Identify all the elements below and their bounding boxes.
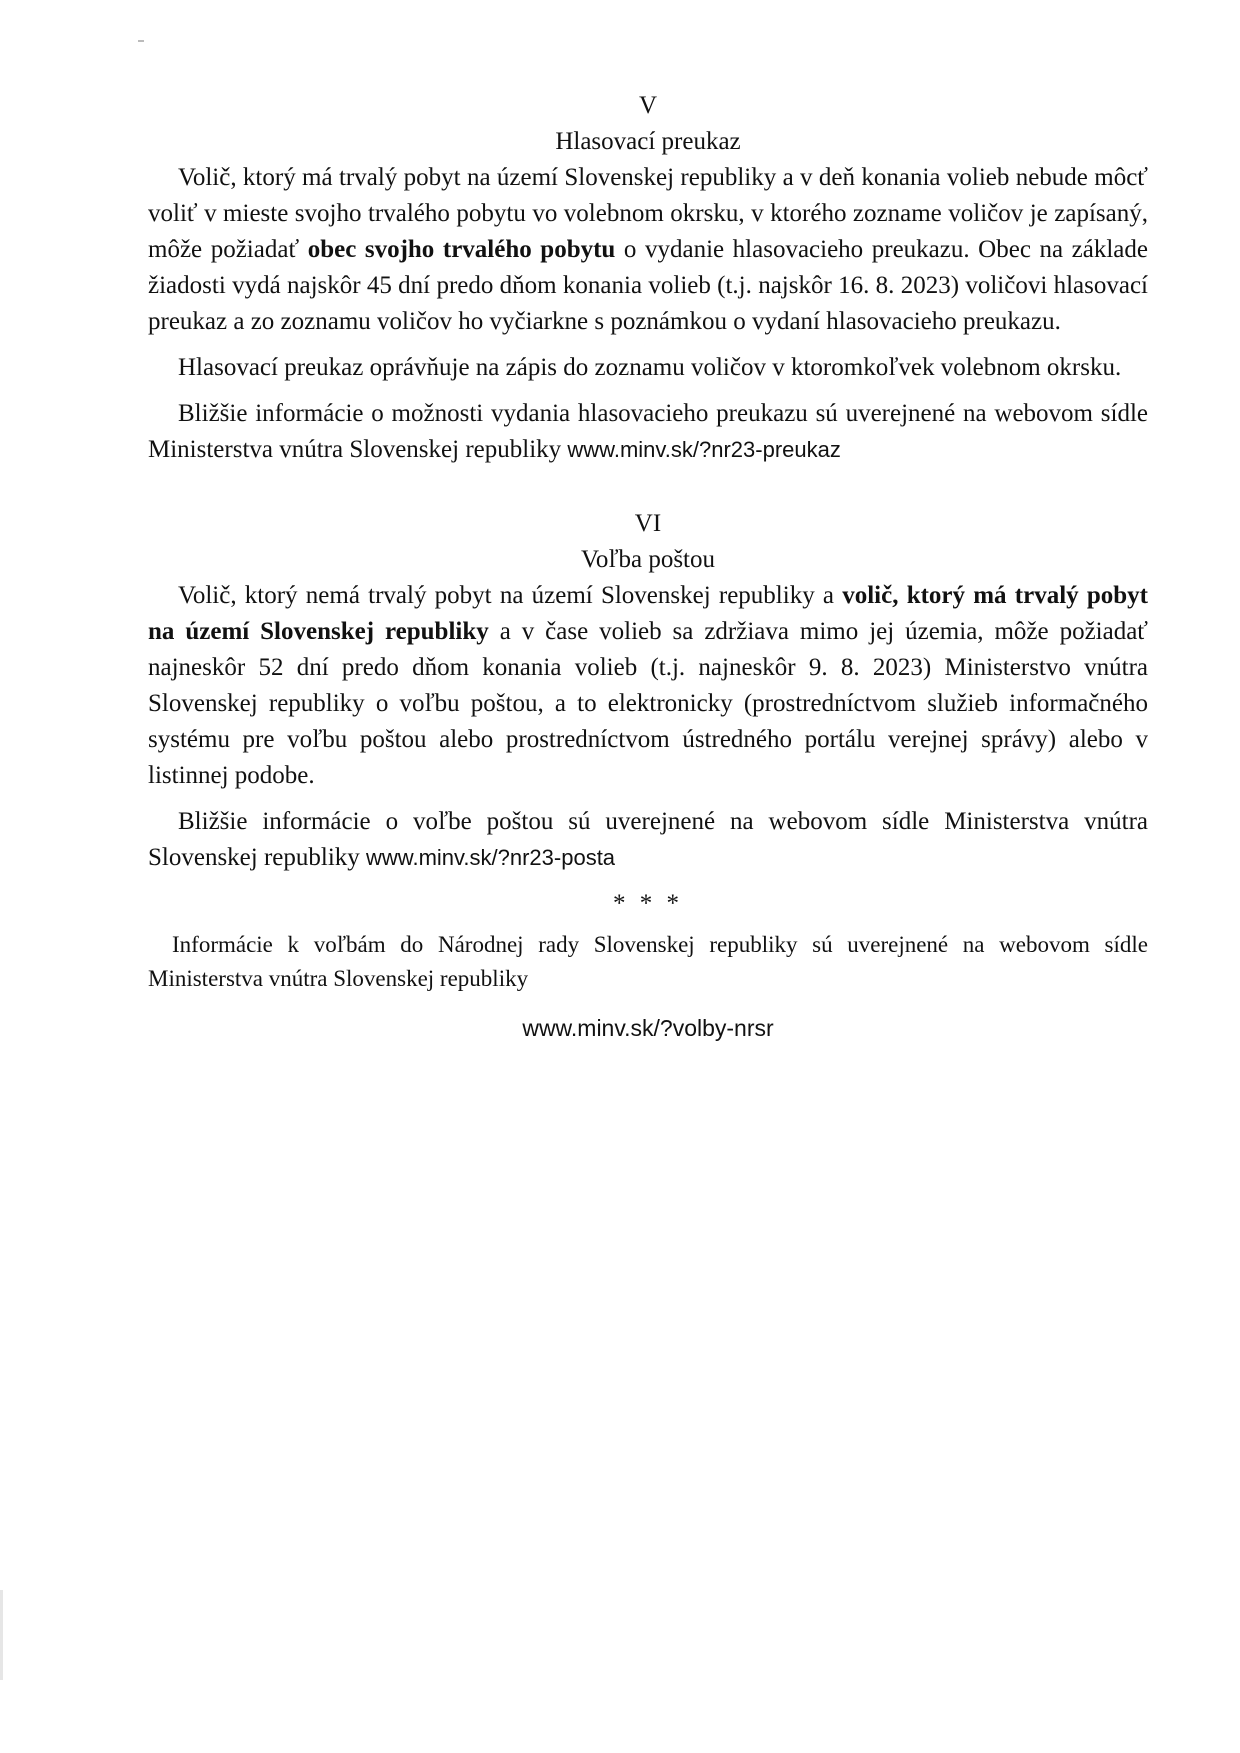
web-link[interactable]: www.minv.sk/?nr23-posta bbox=[366, 845, 616, 870]
scan-edge-shadow bbox=[0, 1590, 3, 1680]
section-number: V bbox=[638, 92, 658, 119]
section-title: Hlasovací preukaz bbox=[555, 128, 741, 155]
emphasis-text: obec svojho trvalého pobytu bbox=[307, 236, 616, 263]
document-body bbox=[148, 88, 1148, 1046]
section-volba-postou bbox=[148, 506, 1148, 876]
paragraph-text: o vydanie hlasovacieho preukazu. Obec na základe žiadosti vydá najskôr 45 dní predo dňom konania volieb (t.j. najskôr 16. 8. 2023) voličovi hlasovací preukaz a zo zoznamu voličov ho vyčiarkne s poznámkou o vydaní hlasovacieho preukazu. bbox=[148, 236, 1148, 335]
emphasis-text: volič, ktorý má trvalý pobyt na území Slovenskej republiky bbox=[148, 582, 1148, 645]
paragraph-text: Volič, ktorý má trvalý pobyt na území Slovenskej republiky a v deň konania volieb nebude môcť voliť v mieste svojho trvalého pobytu vo volebnom okrsku, v ktorého zozname voličov je zapísaný, môže požiadať bbox=[148, 164, 1148, 263]
paragraph-text: Bližšie informácie o voľbe poštou sú uverejnené na webovom sídle Ministerstva vnútra Slovenskej republiky bbox=[148, 808, 1148, 871]
section-number: VI bbox=[634, 510, 662, 537]
paragraph-eligibility bbox=[148, 160, 1148, 340]
section-gap bbox=[148, 478, 1148, 506]
paragraph-postal-vote bbox=[148, 578, 1148, 794]
footer-web-link[interactable]: www.minv.sk/?volby-nrsr bbox=[522, 1015, 774, 1041]
paragraph-text: a v čase volieb sa zdržiava mimo jej územia, môže požiadať najneskôr 52 dní predo dňom konania volieb (t.j. najneskôr 9. 8. 2023) Ministerstvo vnútra Slovenskej republiky o voľbu poštou, a to elektronicky (prostredníctvom služieb informačného systému pre voľbu poštou alebo prostredníctvom ústredného portálu verejnej správy) alebo v listinnej podobe. bbox=[148, 618, 1148, 789]
section-title: Voľba poštou bbox=[580, 546, 715, 573]
footer-note: Informácie k voľbám do Národnej rady Slovenskej republiky sú uverejnené na webovom sídle Ministerstva vnútra Slovenskej republiky bbox=[148, 932, 1148, 991]
paragraph-more-info bbox=[148, 804, 1148, 876]
separator-asterisks: * * * bbox=[613, 890, 683, 917]
web-link[interactable]: www.minv.sk/?nr23-preukaz bbox=[567, 437, 841, 462]
paragraph-text: Bližšie informácie o možnosti vydania hlasovacieho preukazu sú uverejnené na webovom sídle Ministerstva vnútra Slovenskej republiky bbox=[148, 400, 1148, 463]
paragraph-entitlement: Hlasovací preukaz oprávňuje na zápis do zoznamu voličov v ktoromkoľvek volebnom okrsku. bbox=[178, 354, 1122, 381]
paragraph-more-info bbox=[148, 396, 1148, 468]
paragraph-text: Volič, ktorý nemá trvalý pobyt na území Slovenskej republiky a bbox=[178, 582, 843, 609]
section-hlasovaci-preukaz bbox=[148, 88, 1148, 468]
scan-speck bbox=[138, 40, 144, 42]
